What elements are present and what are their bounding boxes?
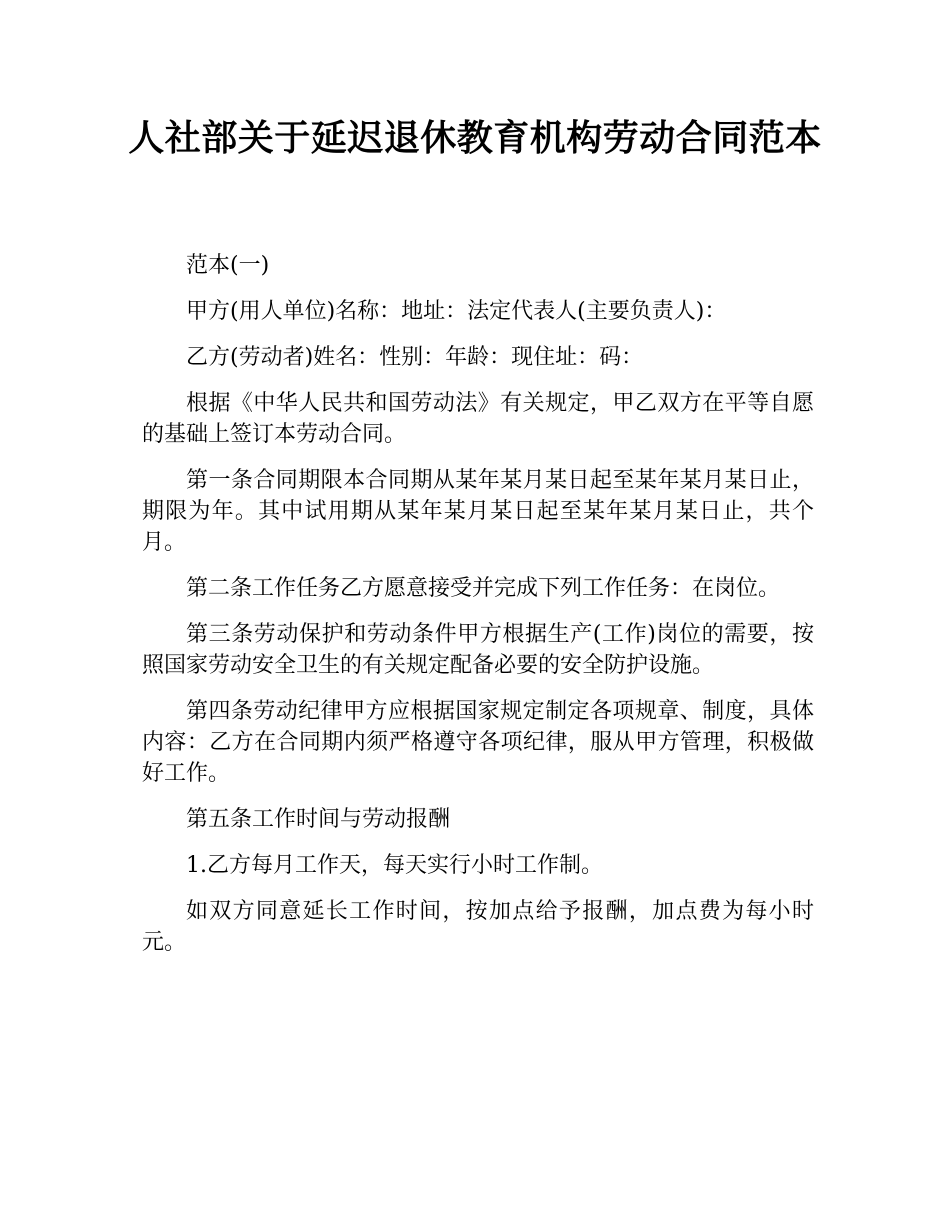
- paragraph-article-1: 第一条合同期限本合同期从某年某月某日起至某年某月某日止，期限为年。其中试用期从某年某月某日起至某年某月某日止，共个月。: [142, 468, 814, 555]
- paragraph-article-4: 第四条劳动纪律甲方应根据国家规定制定各项规章、制度，具体内容：乙方在合同期内须严格遵守各项纪律，服从甲方管理，积极做好工作。: [142, 699, 814, 786]
- document-body: [142, 250, 814, 973]
- paragraph-article-2: 第二条工作任务乙方愿意接受并完成下列工作任务：在岗位。: [186, 576, 781, 601]
- paragraph-party-a: 甲方(用人单位)名称：地址：法定代表人(主要负责人)：: [186, 299, 727, 324]
- paragraph-legal-basis: 根据《中华人民共和国劳动法》有关规定，甲乙双方在平等自愿的基础上签订本劳动合同。: [142, 391, 814, 447]
- paragraph-party-b: 乙方(劳动者)姓名：性别：年龄：现住址：码：: [186, 345, 644, 370]
- paragraph-overtime: 如双方同意延长工作时间，按加点给予报酬，加点费为每小时元。: [142, 899, 814, 955]
- paragraph-article-3: 第三条劳动保护和劳动条件甲方根据生产(工作)岗位的需要，按照国家劳动安全卫生的有关规定配备必要的安全防护设施。: [142, 622, 814, 678]
- paragraph-article-5-heading: 第五条工作时间与劳动报酬: [186, 807, 451, 832]
- paragraph-template-heading: 范本(一): [186, 253, 270, 278]
- document-title: 人社部关于延迟退休教育机构劳动合同范本: [128, 118, 822, 159]
- paragraph-work-days: 1.乙方每月工作天，每天实行小时工作制。: [186, 853, 603, 878]
